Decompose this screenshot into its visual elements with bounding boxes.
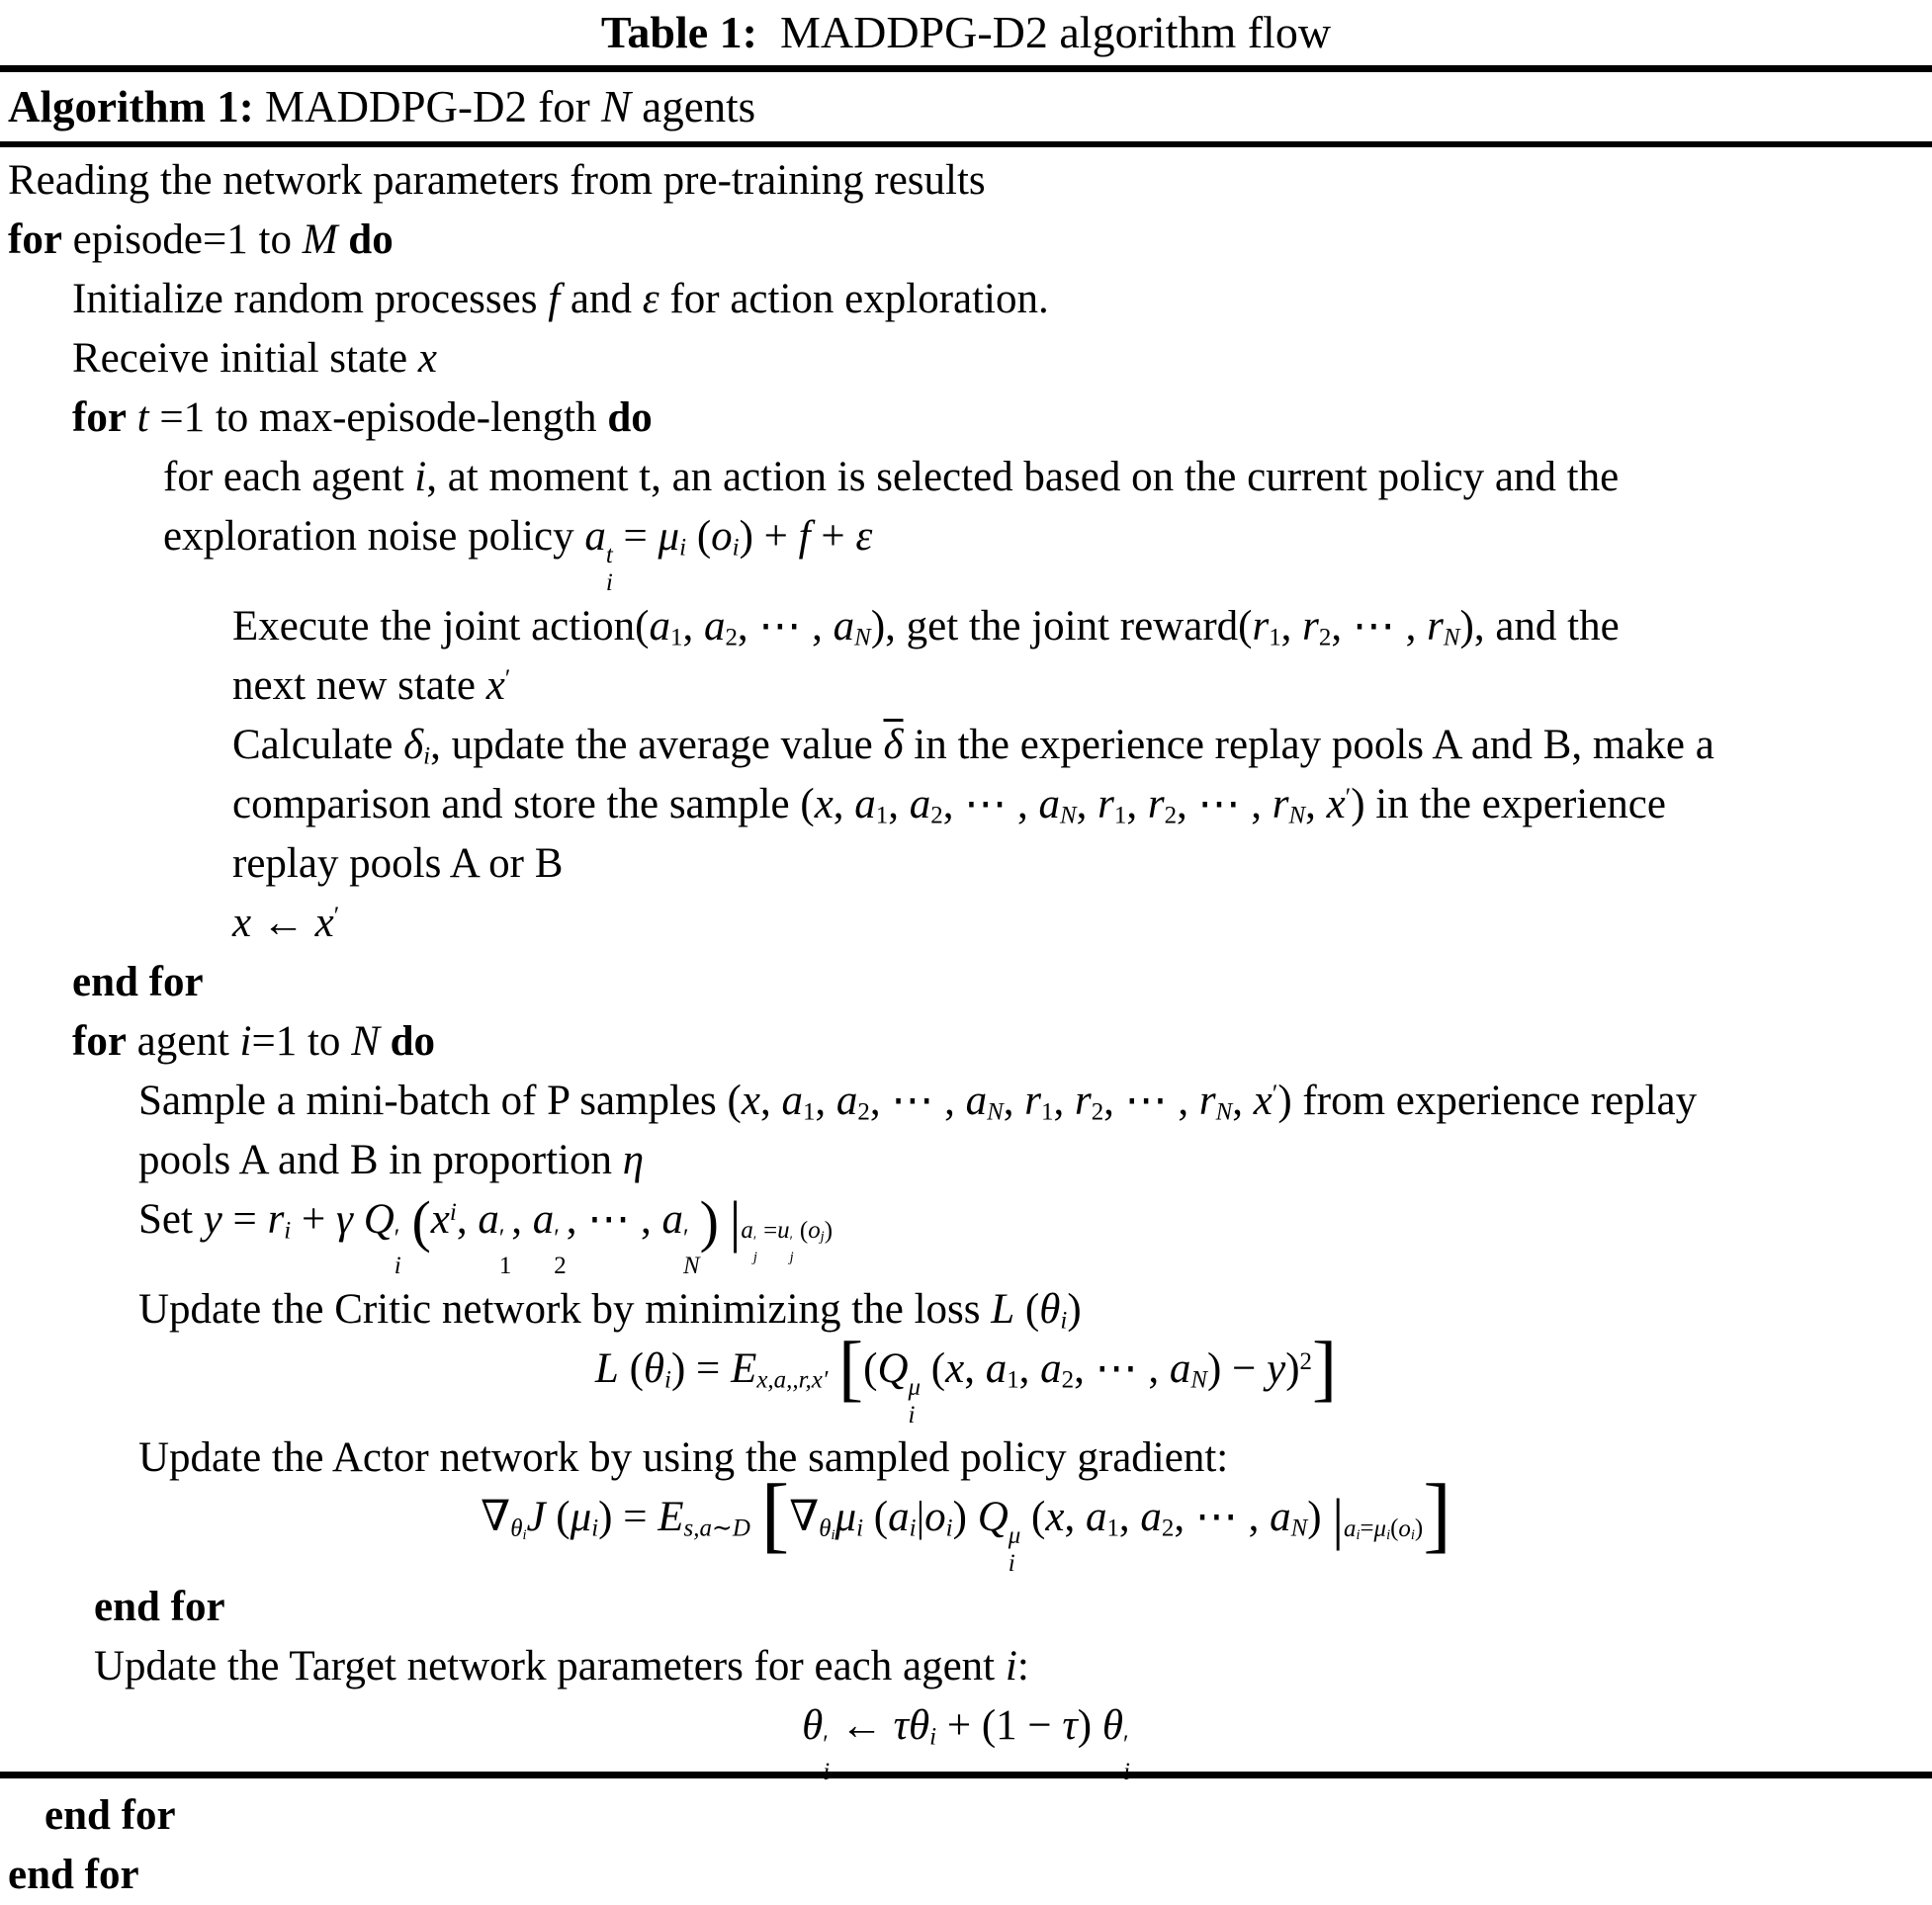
math-segment: next new state — [232, 661, 486, 709]
math-segment: , — [833, 780, 855, 827]
math-segment: $\delta_i$ — [403, 721, 431, 770]
math-segment: for — [8, 216, 62, 263]
math-segment: a ′ j — [741, 1217, 757, 1266]
math-segment: Q μ i — [877, 1344, 922, 1429]
math-segment: i — [679, 534, 687, 562]
math-segment: Q ′ i — [363, 1195, 401, 1279]
math-segment: $a_2$ — [1040, 1344, 1075, 1394]
math-segment: $a_N$ — [1270, 1494, 1308, 1542]
algo-line — [0, 151, 1932, 211]
math-segment: , ⋯ , — [1174, 1494, 1271, 1541]
math-segment: ( — [1014, 1285, 1040, 1333]
math-segment: N — [1059, 802, 1077, 829]
math-segment: ) — [952, 1494, 978, 1541]
math-segment: in the experience replay pools A and B, make a — [903, 721, 1714, 768]
math-segment: , update the average value — [430, 721, 884, 768]
math-segment: ) — [699, 1188, 719, 1254]
math-segment: = — [1360, 1515, 1374, 1542]
math-segment: , — [1018, 1344, 1041, 1392]
math-segment: N — [1215, 1098, 1233, 1126]
math-segment: x′ — [1253, 1077, 1278, 1124]
math-segment: + (1 − — [936, 1702, 1063, 1750]
math-segment: i — [1410, 1527, 1415, 1544]
math-segment: comparison and store the sample ( — [232, 780, 815, 827]
math-segment: ( — [686, 513, 712, 560]
math-segment: η — [622, 1136, 645, 1183]
algo-line — [0, 834, 1932, 894]
math-segment: $r_2$ — [1074, 1077, 1104, 1126]
math-segment: ) − — [1207, 1344, 1268, 1392]
table-caption — [0, 0, 1932, 65]
math-segment: $\overline{\delta}$ — [883, 721, 904, 768]
math-segment: , ⋯ , — [1177, 780, 1273, 827]
math-segment: = — [756, 1217, 778, 1245]
math-segment: N — [351, 1017, 380, 1065]
math-segment: , — [511, 1195, 533, 1243]
math-segment: Update the Target network parameters for each agent — [94, 1643, 1006, 1690]
math-segment: Initialize random processes — [72, 276, 549, 322]
math-segment: + — [810, 513, 856, 560]
math-segment: $r_1$ — [1024, 1077, 1054, 1126]
math-segment: $\theta_i$ — [643, 1344, 671, 1394]
math-segment: i — [284, 1217, 292, 1245]
math-segment: , — [1118, 1494, 1141, 1541]
math-segment: =1 to — [251, 1017, 352, 1065]
math-segment: ) + — [739, 513, 799, 560]
math-segment: , ⋯ , — [1103, 1077, 1199, 1124]
algo-line — [0, 1429, 1932, 1488]
math-segment: [ — [760, 1466, 790, 1562]
math-segment: for — [72, 1017, 127, 1065]
math-segment: x — [232, 899, 252, 946]
math-segment: , — [1064, 1494, 1086, 1541]
math-segment — [380, 1018, 391, 1065]
math-segment — [353, 1196, 364, 1243]
math-segment: ( — [863, 1344, 878, 1392]
math-segment: $r_2$ — [1302, 602, 1332, 651]
algo-line — [0, 270, 1932, 329]
math-segment: L — [991, 1285, 1015, 1333]
math-segment: $E_{x,a,,r,x'}$ — [731, 1344, 829, 1394]
algo-line — [0, 1846, 1932, 1905]
algo-line — [0, 1072, 1932, 1131]
math-segment: x — [814, 780, 834, 827]
math-segment: MADDPG-D2 for — [253, 82, 601, 131]
math-segment: Execute the joint action( — [232, 602, 650, 649]
math-segment: end for — [8, 1852, 139, 1899]
algo-line — [0, 1466, 1932, 1578]
algo-line — [0, 953, 1932, 1012]
algo-line — [0, 448, 1932, 507]
math-segment: Table 1: — [600, 7, 757, 57]
math-segment: N — [1290, 1515, 1308, 1542]
math-segment: N — [987, 1098, 1004, 1126]
math-segment: f — [798, 513, 811, 560]
math-segment: f — [548, 276, 561, 322]
math-segment: and — [560, 276, 643, 322]
math-segment: ] — [1312, 1327, 1338, 1410]
math-segment: x — [945, 1344, 965, 1392]
math-segment: N — [1190, 1366, 1208, 1394]
algo-line — [0, 1012, 1932, 1072]
math-segment: ), and the — [1459, 602, 1620, 649]
math-segment: ) from experience replay — [1277, 1077, 1698, 1124]
math-segment: ε — [855, 513, 873, 560]
algo-line — [0, 1637, 1932, 1696]
math-segment: ) = — [598, 1494, 659, 1541]
math-segment: θ ′ — [802, 1702, 830, 1749]
math-segment: ] — [1423, 1466, 1451, 1562]
math-segment: , — [1003, 1077, 1025, 1124]
algo-line — [0, 894, 1932, 953]
math-segment: $o_i$ — [924, 1494, 953, 1542]
math-segment: i — [414, 454, 427, 500]
math-segment: j — [789, 1250, 794, 1266]
math-segment: i — [831, 1527, 835, 1544]
math-segment: x′ — [314, 899, 340, 946]
math-segment: $|_{a ' j =u ' j (o_j)}$ — [729, 1188, 833, 1266]
algo-line — [0, 775, 1932, 834]
math-segment: i — [449, 1198, 457, 1226]
math-segment: ( — [1020, 1494, 1046, 1541]
math-segment: x′ — [1326, 780, 1352, 827]
math-segment — [127, 394, 137, 441]
math-segment: $a_2$ — [909, 780, 943, 829]
math-segment: agents — [630, 82, 756, 131]
math-segment — [750, 1494, 761, 1540]
math-segment: , — [815, 1077, 836, 1124]
math-segment: $r_i$ — [267, 1195, 292, 1245]
math-segment: , ⋯ , — [869, 1077, 966, 1124]
math-segment: i — [1060, 1307, 1068, 1335]
math-segment: $a_1$ — [1085, 1494, 1119, 1542]
math-segment: agent — [126, 1017, 240, 1065]
math-segment: $a_2$ — [1140, 1494, 1175, 1542]
math-segment: i — [909, 1515, 917, 1542]
math-segment: $\mu_i$ — [570, 1494, 599, 1542]
math-segment: $a_N$ — [1038, 780, 1077, 829]
math-segment: Update the Actor network by using the sampled policy gradient: — [138, 1434, 1229, 1482]
math-segment: , — [456, 1195, 479, 1243]
math-segment: x — [741, 1077, 760, 1124]
math-segment: i — [591, 1515, 599, 1542]
math-segment: , — [1053, 1077, 1075, 1124]
math-segment: u ′ j — [777, 1217, 794, 1266]
math-segment: t — [605, 541, 613, 568]
math-segment: $o_i$ — [1398, 1515, 1415, 1544]
math-segment: , — [1076, 780, 1098, 827]
math-segment: x — [417, 335, 437, 382]
math-segment: j — [752, 1250, 757, 1266]
math-segment: $o_i$ — [711, 513, 740, 562]
math-segment: τ — [893, 1702, 910, 1750]
math-segment: $a_N$ — [833, 602, 871, 651]
math-segment: $|_{a_i=\mu_i(o_i)}$ — [1332, 1487, 1424, 1552]
math-segment: , — [1126, 780, 1148, 827]
math-segment: x — [1045, 1494, 1065, 1541]
math-segment: , ⋯ , — [1074, 1344, 1170, 1392]
math-segment: a ′ 2 — [532, 1195, 567, 1279]
math-segment: y — [203, 1195, 222, 1243]
math-segment: ), get the joint reward( — [870, 602, 1253, 649]
math-segment: i — [732, 534, 740, 562]
algo-line — [0, 1327, 1932, 1429]
math-segment: do — [607, 394, 653, 441]
math-segment: ) — [824, 1217, 833, 1245]
math-segment: $\nabla_{\theta_i}$ — [789, 1494, 835, 1544]
math-segment: Reading the network parameters from pre-training results — [8, 157, 986, 204]
math-segment: $E_{s,a\sim D}$ — [658, 1494, 750, 1542]
math-segment: Algorithm 1: — [8, 82, 254, 131]
math-segment: i — [945, 1515, 953, 1542]
math-segment: i — [856, 1515, 864, 1542]
math-segment: N — [854, 624, 871, 651]
math-segment: N — [1443, 624, 1460, 651]
algo-line — [0, 1131, 1932, 1190]
math-segment: ) — [1307, 1494, 1333, 1541]
math-segment: L — [594, 1344, 619, 1392]
math-segment: $a_N$ — [1169, 1344, 1208, 1394]
math-segment: end for — [72, 958, 204, 1005]
math-segment: $a_i$ — [888, 1494, 917, 1542]
math-segment — [719, 1196, 730, 1243]
algo-line — [0, 716, 1932, 775]
math-segment: Calculate — [232, 721, 404, 768]
math-segment: s,a∼D — [683, 1515, 750, 1542]
math-segment: ( — [1390, 1515, 1399, 1542]
math-segment: θi — [819, 1515, 835, 1544]
math-segment: = — [612, 513, 659, 560]
math-segment: $\mu_i$ — [834, 1494, 864, 1542]
math-segment: a ′ 1 — [478, 1195, 512, 1279]
math-segment: $r_N$ — [1427, 602, 1460, 651]
math-segment: ( — [618, 1344, 644, 1392]
math-segment: i — [1008, 1550, 1015, 1578]
math-segment: do — [390, 1017, 436, 1065]
math-segment: i — [522, 1527, 527, 1544]
math-segment: ) — [1414, 1515, 1424, 1542]
math-segment — [828, 1345, 838, 1392]
math-segment: γ — [336, 1195, 353, 1243]
math-segment: for — [72, 394, 127, 441]
math-segment: a ′ N — [661, 1195, 700, 1279]
math-segment: , — [759, 1077, 782, 1124]
math-segment: t — [136, 394, 149, 441]
math-segment: a t i — [584, 513, 613, 596]
math-segment: $r_N$ — [1272, 780, 1306, 829]
math-segment: , at moment t, an action is selected based on the current policy and the — [426, 454, 1620, 500]
math-segment: N — [683, 1252, 700, 1279]
math-segment: Set — [138, 1195, 204, 1243]
math-segment: episode=1 to — [61, 216, 303, 263]
math-segment: $\theta_i$ — [909, 1702, 937, 1751]
math-segment: $r_2$ — [1147, 780, 1178, 829]
math-segment: | — [916, 1494, 925, 1541]
math-segment: ) = — [670, 1344, 732, 1392]
math-segment: replay pools A or B — [232, 839, 564, 887]
math-segment: : — [1016, 1643, 1029, 1690]
math-segment: i — [423, 742, 431, 770]
math-segment: for each agent — [163, 454, 415, 500]
math-segment: ( — [793, 1217, 809, 1245]
math-segment: ) — [1077, 1702, 1102, 1750]
math-segment: θi — [510, 1515, 527, 1544]
math-segment: end for — [94, 1584, 225, 1631]
math-segment — [401, 1196, 412, 1243]
math-segment: $a_2$ — [703, 602, 738, 651]
math-segment: J — [526, 1494, 546, 1541]
math-segment: for action exploration. — [659, 276, 1049, 322]
math-segment: $r_N$ — [1198, 1077, 1233, 1126]
math-segment: N — [600, 82, 631, 131]
bottom-rule — [0, 1772, 1932, 1778]
math-segment: N — [1288, 802, 1306, 829]
math-segment: , — [888, 780, 910, 827]
math-segment: i — [664, 1366, 671, 1394]
math-segment: ) in the experience — [1351, 780, 1666, 827]
algo-line — [0, 656, 1932, 716]
math-segment: θ ′ — [1102, 1702, 1130, 1749]
math-segment: end for — [44, 1792, 176, 1840]
math-segment: $a_2$ — [835, 1077, 870, 1126]
math-segment: , — [964, 1344, 986, 1392]
math-segment: x′ — [485, 661, 511, 709]
math-segment: ) — [1067, 1285, 1082, 1333]
algorithm-body — [0, 147, 1932, 1905]
math-segment: ( — [921, 1344, 946, 1392]
math-segment: M — [302, 216, 338, 263]
algorithm-header — [0, 72, 1932, 141]
math-segment: x,a,,r,x′ — [756, 1366, 829, 1394]
math-segment: $r_1$ — [1098, 780, 1127, 829]
math-segment: $x^i$ — [430, 1195, 457, 1243]
math-segment: , ⋯ , — [566, 1195, 662, 1243]
math-segment: $\theta_i$ — [1039, 1285, 1068, 1335]
math-segment: , — [682, 602, 704, 649]
algo-line — [0, 1190, 1932, 1280]
math-segment: do — [348, 216, 394, 263]
math-segment: )$^2$ — [1285, 1344, 1312, 1392]
math-segment: μ — [908, 1373, 922, 1401]
math-segment: τ — [1062, 1702, 1078, 1750]
math-segment: $o_j$ — [808, 1217, 825, 1246]
math-segment: $a_1$ — [985, 1344, 1019, 1394]
math-segment: y — [1267, 1344, 1286, 1392]
math-segment: Q μ i — [977, 1494, 1021, 1578]
math-segment: ( — [411, 1188, 431, 1254]
algo-line — [0, 1280, 1932, 1340]
algo-line — [0, 1578, 1932, 1637]
algo-line — [0, 389, 1932, 448]
math-segment: [ — [838, 1327, 864, 1410]
math-segment: i — [1386, 1527, 1391, 1544]
math-segment: , ⋯ , — [942, 780, 1039, 827]
math-segment: $a_i$ — [1343, 1515, 1361, 1544]
math-segment: i — [605, 568, 613, 596]
math-segment: = — [221, 1195, 268, 1243]
math-segment: j — [820, 1229, 825, 1246]
math-segment: $r_1$ — [1252, 602, 1281, 651]
math-segment: i — [1005, 1643, 1017, 1690]
math-segment: , — [1305, 780, 1327, 827]
math-segment: Receive initial state — [72, 335, 418, 382]
math-segment: =1 to max-episode-length — [148, 394, 608, 441]
math-segment: i — [1356, 1527, 1361, 1544]
math-segment: $a_1$ — [781, 1077, 816, 1126]
math-segment: $\mu_i$ — [1373, 1515, 1391, 1544]
math-segment: MADDPG-D2 algorithm flow — [756, 7, 1332, 57]
math-segment: $\mu_i$ — [658, 513, 687, 562]
math-segment: ε — [642, 276, 659, 322]
math-segment: i — [239, 1017, 252, 1065]
math-segment: $a_1$ — [854, 780, 889, 829]
algo-line — [0, 1786, 1932, 1846]
math-segment — [338, 216, 349, 263]
math-segment: $a_1$ — [649, 602, 683, 651]
math-segment: μ — [1008, 1522, 1021, 1550]
math-segment: pools A and B in proportion — [138, 1136, 623, 1183]
algo-line — [0, 597, 1932, 656]
math-segment: , ⋯ , — [737, 602, 834, 649]
math-segment: ← — [830, 1702, 894, 1750]
math-segment: , — [1280, 602, 1303, 649]
math-segment: $a_N$ — [965, 1077, 1004, 1126]
math-segment: + — [291, 1195, 336, 1243]
math-segment: exploration noise policy — [163, 513, 585, 560]
math-segment: , ⋯ , — [1331, 602, 1428, 649]
math-segment: i — [929, 1723, 937, 1751]
math-segment: $\nabla_{\theta_i}$ — [481, 1494, 527, 1544]
math-segment: ← — [251, 899, 315, 946]
top-rule — [0, 65, 1932, 72]
math-segment: Update the Critic network by minimizing the loss — [138, 1285, 992, 1333]
algo-line — [0, 211, 1932, 270]
algo-line — [0, 329, 1932, 389]
math-segment: i — [908, 1401, 916, 1429]
math-segment: ( — [545, 1494, 571, 1541]
math-segment: , — [1232, 1077, 1254, 1124]
algo-line — [0, 507, 1932, 597]
math-segment: ( — [863, 1494, 889, 1541]
math-segment: i — [394, 1252, 401, 1279]
math-segment: Sample a mini-batch of P samples ( — [138, 1077, 742, 1124]
